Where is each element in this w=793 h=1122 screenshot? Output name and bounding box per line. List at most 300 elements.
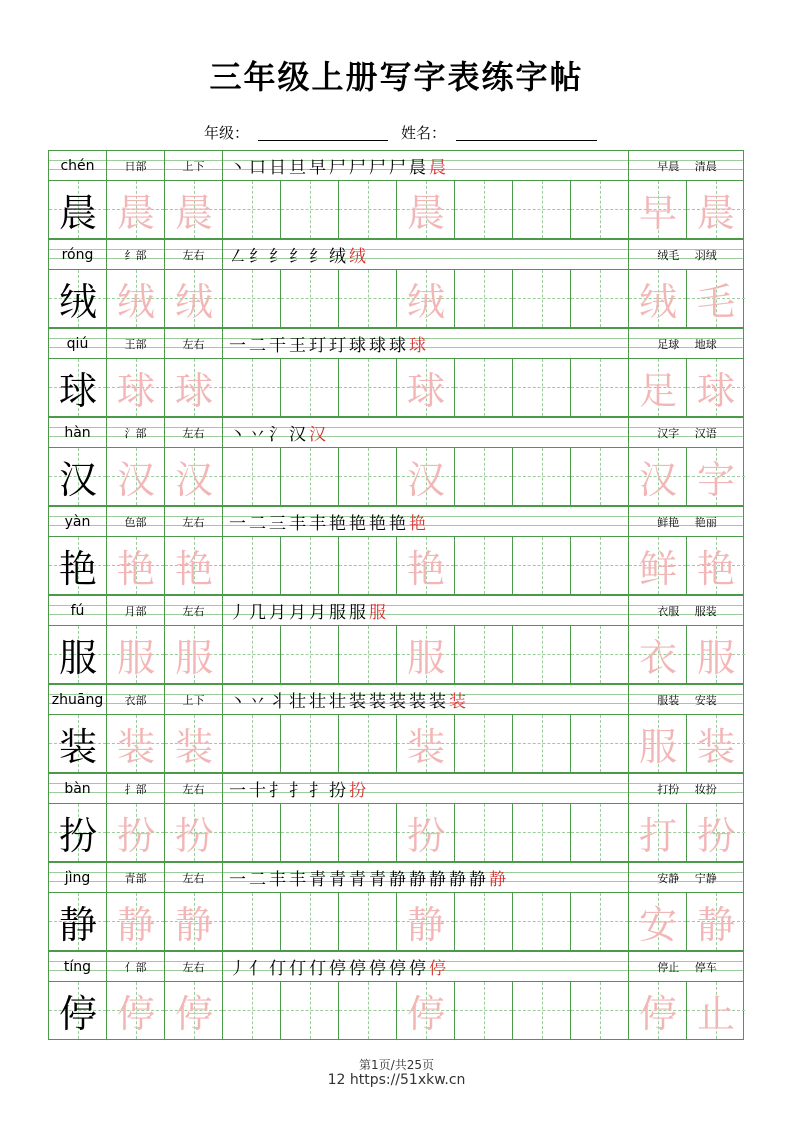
cell-guide-vertical [542, 715, 543, 772]
writing-cell[interactable] [455, 270, 513, 327]
radical: 王部 [107, 329, 165, 358]
writing-cell[interactable] [339, 893, 397, 950]
model-character: 静 [58, 903, 97, 947]
trace-character: 服 [406, 636, 445, 680]
cell-guide-vertical [252, 181, 253, 238]
pinyin: hàn [49, 418, 107, 447]
stroke-step: 二 [249, 514, 269, 534]
model-character: 服 [58, 636, 97, 680]
writing-cell[interactable] [513, 626, 571, 683]
model-character: 汉 [58, 458, 97, 502]
word-trace-character: 艳 [696, 547, 735, 591]
cell-guide-vertical [368, 359, 369, 416]
trace-character: 绒 [116, 280, 155, 324]
cell-guide-vertical [368, 448, 369, 505]
structure: 左右 [165, 507, 223, 536]
example-words: 衣服 服装 [657, 604, 717, 618]
stroke-step: 丰 [289, 870, 309, 890]
stroke-step: 壮 [309, 692, 329, 712]
writing-cell[interactable] [571, 448, 629, 505]
structure: 左右 [165, 774, 223, 803]
word-trace-character: 停 [638, 992, 677, 1036]
trace-character: 服 [174, 636, 213, 680]
stroke-step: 干 [269, 336, 289, 356]
stroke-step: 丰 [269, 870, 289, 890]
cell-guide-vertical [542, 982, 543, 1039]
word-trace-character: 鲜 [638, 547, 677, 591]
cell-guide-vertical [252, 537, 253, 594]
stroke-step: 青 [369, 870, 389, 890]
writing-row [48, 892, 744, 951]
radical: 氵部 [107, 418, 165, 447]
writing-cell[interactable] [571, 626, 629, 683]
stroke-step: 纟 [249, 247, 269, 267]
row-header [48, 150, 744, 180]
writing-cell[interactable] [513, 359, 571, 416]
writing-row [48, 536, 744, 595]
stroke-step: 扮 [349, 781, 369, 801]
cell-guide-vertical [252, 982, 253, 1039]
stroke-order [223, 151, 629, 180]
stroke-step: 氵 [269, 425, 289, 445]
cell-guide-vertical [310, 448, 311, 505]
stroke-step: 丰 [309, 514, 329, 534]
cell-guide-vertical [542, 359, 543, 416]
cell-guide-vertical [368, 270, 369, 327]
example-words: 打扮 妆扮 [657, 782, 717, 796]
stroke-step: 球 [369, 336, 389, 356]
cell-guide-vertical [310, 181, 311, 238]
writing-cell[interactable] [455, 359, 513, 416]
radical: 色部 [107, 507, 165, 536]
grade-label: 年级： [204, 124, 250, 142]
stroke-order [223, 863, 629, 892]
grade-field[interactable] [258, 122, 388, 141]
stroke-step: 扌 [269, 781, 289, 801]
example-words: 服装 安装 [657, 693, 717, 707]
stroke-step: 装 [389, 692, 409, 712]
trace-character: 艳 [406, 547, 445, 591]
stroke-order [223, 240, 629, 269]
stroke-step: 十 [249, 781, 269, 801]
writing-cell[interactable] [513, 982, 571, 1039]
stroke-step: 一 [229, 336, 249, 356]
example-words: 汉字 汉语 [657, 426, 717, 440]
stroke-step: 球 [349, 336, 369, 356]
stroke-step: 静 [469, 870, 489, 890]
example-words: 绒毛 羽绒 [657, 248, 717, 262]
radical: 月部 [107, 596, 165, 625]
writing-cell[interactable] [571, 715, 629, 772]
trace-character: 晨 [406, 191, 445, 235]
stroke-step: 壮 [329, 692, 349, 712]
model-character: 绒 [58, 280, 97, 324]
cell-guide-vertical [310, 270, 311, 327]
stroke-step: 球 [389, 336, 409, 356]
stroke-step: 月 [309, 603, 329, 623]
writing-cell[interactable] [513, 715, 571, 772]
stroke-step: 丰 [289, 514, 309, 534]
writing-cell[interactable] [455, 982, 513, 1039]
stroke-step: 停 [429, 959, 449, 979]
word-trace-character: 装 [696, 725, 735, 769]
row-header [48, 417, 744, 447]
structure: 左右 [165, 329, 223, 358]
writing-cell[interactable] [513, 448, 571, 505]
cell-guide-vertical [600, 715, 601, 772]
structure: 左右 [165, 240, 223, 269]
cell-guide-vertical [252, 448, 253, 505]
writing-row [48, 447, 744, 506]
stroke-step: 丿 [229, 603, 249, 623]
word-trace-character: 早 [638, 191, 677, 235]
writing-cell[interactable] [455, 804, 513, 861]
stroke-step: 停 [369, 959, 389, 979]
row-header [48, 862, 744, 892]
row-header [48, 951, 744, 981]
cell-guide-vertical [542, 181, 543, 238]
cell-guide-vertical [484, 448, 485, 505]
writing-cell[interactable] [223, 626, 281, 683]
writing-cell[interactable] [513, 804, 571, 861]
structure: 左右 [165, 863, 223, 892]
stroke-order [223, 952, 629, 981]
writing-cell[interactable] [571, 804, 629, 861]
writing-row [48, 714, 744, 773]
writing-cell[interactable] [571, 537, 629, 594]
stroke-step: 几 [249, 603, 269, 623]
radical: 日部 [107, 151, 165, 180]
name-field[interactable] [456, 122, 597, 141]
writing-cell[interactable] [571, 270, 629, 327]
writing-cell[interactable] [223, 181, 281, 238]
writing-cell[interactable] [223, 982, 281, 1039]
stroke-order [223, 507, 629, 536]
cell-guide-vertical [368, 537, 369, 594]
writing-cell[interactable] [513, 537, 571, 594]
stroke-step: 静 [449, 870, 469, 890]
pinyin: jìng [49, 863, 107, 892]
word-trace-character: 扮 [696, 814, 735, 858]
cell-guide-vertical [484, 181, 485, 238]
cell-guide-vertical [368, 982, 369, 1039]
writing-cell[interactable] [339, 359, 397, 416]
stroke-step: 仃 [309, 959, 329, 979]
writing-cell[interactable] [281, 270, 339, 327]
word-trace-character: 衣 [638, 636, 677, 680]
writing-cell[interactable] [571, 181, 629, 238]
stroke-step: 停 [349, 959, 369, 979]
stroke-step: 晨 [409, 158, 429, 178]
trace-character: 晨 [174, 191, 213, 235]
cell-guide-vertical [368, 181, 369, 238]
stroke-step: 静 [489, 870, 509, 890]
writing-cell[interactable] [281, 537, 339, 594]
pinyin: chén [49, 151, 107, 180]
stroke-step: 早 [309, 158, 329, 178]
word-trace-character: 球 [696, 369, 735, 413]
cell-guide-vertical [484, 982, 485, 1039]
cell-guide-vertical [252, 804, 253, 861]
writing-row [48, 180, 744, 239]
writing-cell[interactable] [571, 359, 629, 416]
example-words: 足球 地球 [657, 337, 717, 351]
stroke-step: 三 [269, 514, 289, 534]
writing-cell[interactable] [223, 270, 281, 327]
trace-character: 扮 [406, 814, 445, 858]
stroke-step: 月 [269, 603, 289, 623]
cell-guide-vertical [310, 626, 311, 683]
writing-cell[interactable] [513, 893, 571, 950]
cell-guide-vertical [310, 715, 311, 772]
writing-cell[interactable] [513, 270, 571, 327]
stroke-step: 艳 [329, 514, 349, 534]
stroke-step: 纟 [269, 247, 289, 267]
structure: 左右 [165, 418, 223, 447]
stroke-order [223, 774, 629, 803]
stroke-step: 旦 [289, 158, 309, 178]
structure: 左右 [165, 952, 223, 981]
cell-guide-vertical [310, 893, 311, 950]
cell-guide-vertical [368, 626, 369, 683]
cell-guide-vertical [252, 893, 253, 950]
stroke-step: 丷 [249, 425, 269, 445]
trace-character: 球 [174, 369, 213, 413]
trace-character: 艳 [174, 547, 213, 591]
stroke-step: 艳 [389, 514, 409, 534]
word-trace-character: 汉 [638, 458, 677, 502]
stroke-step: 服 [349, 603, 369, 623]
writing-cell[interactable] [281, 893, 339, 950]
stroke-step: 绒 [349, 247, 369, 267]
writing-cell[interactable] [339, 982, 397, 1039]
writing-cell[interactable] [571, 893, 629, 950]
stroke-step: 静 [409, 870, 429, 890]
writing-cell[interactable] [339, 181, 397, 238]
stroke-step: 停 [329, 959, 349, 979]
writing-row [48, 803, 744, 862]
stroke-step: 晨 [429, 158, 449, 178]
stroke-step: 王 [289, 336, 309, 356]
cell-guide-vertical [252, 626, 253, 683]
radical: 扌部 [107, 774, 165, 803]
writing-row [48, 358, 744, 417]
stroke-step: 日 [269, 158, 289, 178]
trace-character: 汉 [406, 458, 445, 502]
cell-guide-vertical [600, 537, 601, 594]
writing-cell[interactable] [223, 359, 281, 416]
cell-guide-vertical [600, 359, 601, 416]
word-trace-character: 绒 [638, 280, 677, 324]
stroke-step: 绒 [329, 247, 349, 267]
stroke-step: 装 [449, 692, 469, 712]
writing-cell[interactable] [339, 270, 397, 327]
stroke-step: 静 [389, 870, 409, 890]
trace-character: 球 [406, 369, 445, 413]
cell-guide-vertical [484, 804, 485, 861]
pinyin: fú [49, 596, 107, 625]
cell-guide-vertical [252, 270, 253, 327]
stroke-step: 壮 [289, 692, 309, 712]
writing-cell[interactable] [455, 448, 513, 505]
example-words: 鲜艳 艳丽 [657, 515, 717, 529]
trace-character: 绒 [406, 280, 445, 324]
trace-character: 汉 [174, 458, 213, 502]
stroke-order [223, 685, 629, 714]
trace-character: 停 [116, 992, 155, 1036]
page-title: 三年级上册写字表练字帖 [209, 58, 584, 96]
pinyin: tíng [49, 952, 107, 981]
writing-cell[interactable] [223, 448, 281, 505]
cell-guide-vertical [600, 270, 601, 327]
stroke-step: 尸 [349, 158, 369, 178]
structure: 左右 [165, 596, 223, 625]
writing-cell[interactable] [339, 537, 397, 594]
writing-cell[interactable] [455, 181, 513, 238]
writing-cell[interactable] [513, 181, 571, 238]
trace-character: 装 [116, 725, 155, 769]
page-number: 第1页/共25页 [359, 1058, 434, 1072]
stroke-step: 仃 [289, 959, 309, 979]
radical: 亻部 [107, 952, 165, 981]
writing-cell[interactable] [281, 448, 339, 505]
cell-guide-vertical [542, 537, 543, 594]
pinyin: bàn [49, 774, 107, 803]
word-trace-character: 静 [696, 903, 735, 947]
stroke-step: 扌 [309, 781, 329, 801]
stroke-step: 丶 [229, 158, 249, 178]
model-character: 装 [58, 725, 97, 769]
writing-cell[interactable] [455, 715, 513, 772]
word-trace-character: 安 [638, 903, 677, 947]
stroke-step: 尸 [329, 158, 349, 178]
pinyin: zhuāng [49, 685, 107, 714]
trace-character: 停 [406, 992, 445, 1036]
radical: 青部 [107, 863, 165, 892]
cell-guide-vertical [368, 893, 369, 950]
trace-character: 汉 [116, 458, 155, 502]
trace-character: 绒 [174, 280, 213, 324]
writing-cell[interactable] [455, 893, 513, 950]
structure: 上下 [165, 685, 223, 714]
stroke-step: 停 [389, 959, 409, 979]
writing-cell[interactable] [281, 359, 339, 416]
writing-cell[interactable] [223, 893, 281, 950]
trace-character: 服 [116, 636, 155, 680]
writing-cell[interactable] [281, 804, 339, 861]
word-trace-character: 字 [696, 458, 735, 502]
row-header [48, 506, 744, 536]
writing-cell[interactable] [223, 804, 281, 861]
stroke-order [223, 329, 629, 358]
pinyin: qiú [49, 329, 107, 358]
word-trace-character: 服 [638, 725, 677, 769]
writing-cell[interactable] [281, 715, 339, 772]
writing-cell[interactable] [339, 626, 397, 683]
trace-character: 扮 [174, 814, 213, 858]
cell-guide-vertical [252, 359, 253, 416]
radical: 衣部 [107, 685, 165, 714]
word-trace-character: 足 [638, 369, 677, 413]
model-character: 停 [58, 992, 97, 1036]
cell-guide-vertical [368, 804, 369, 861]
word-trace-character: 打 [638, 814, 677, 858]
example-words: 安静 宁静 [657, 871, 717, 885]
model-character: 球 [58, 369, 97, 413]
writing-cell[interactable] [223, 715, 281, 772]
stroke-step: 艳 [369, 514, 389, 534]
cell-guide-vertical [368, 715, 369, 772]
structure: 上下 [165, 151, 223, 180]
cell-guide-vertical [252, 715, 253, 772]
stroke-step: 扮 [329, 781, 349, 801]
stroke-step: 口 [249, 158, 269, 178]
name-label: 姓名： [401, 124, 447, 142]
trace-character: 装 [174, 725, 213, 769]
word-trace-character: 止 [696, 992, 735, 1036]
stroke-step: 一 [229, 870, 249, 890]
writing-cell[interactable] [281, 982, 339, 1039]
model-character: 艳 [58, 547, 97, 591]
trace-character: 静 [406, 903, 445, 947]
stroke-step: 装 [369, 692, 389, 712]
writing-cell[interactable] [281, 626, 339, 683]
cell-guide-vertical [484, 359, 485, 416]
cell-guide-vertical [484, 270, 485, 327]
cell-guide-vertical [310, 359, 311, 416]
stroke-step: 球 [409, 336, 429, 356]
writing-cell[interactable] [455, 626, 513, 683]
writing-cell[interactable] [339, 715, 397, 772]
stroke-step: 艳 [409, 514, 429, 534]
trace-character: 球 [116, 369, 155, 413]
cell-guide-vertical [600, 893, 601, 950]
cell-guide-vertical [484, 537, 485, 594]
cell-guide-vertical [542, 804, 543, 861]
stroke-step: 二 [249, 336, 269, 356]
stroke-step: 艳 [349, 514, 369, 534]
stroke-step: 丶 [229, 425, 249, 445]
pinyin: yàn [49, 507, 107, 536]
writing-cell[interactable] [455, 537, 513, 594]
stroke-step: 二 [249, 870, 269, 890]
stroke-step: 尸 [389, 158, 409, 178]
writing-cell[interactable] [223, 537, 281, 594]
model-character: 扮 [58, 814, 97, 858]
stroke-step: 仃 [269, 959, 289, 979]
writing-cell[interactable] [571, 982, 629, 1039]
trace-character: 装 [406, 725, 445, 769]
cell-guide-vertical [484, 626, 485, 683]
trace-character: 停 [174, 992, 213, 1036]
writing-cell[interactable] [281, 181, 339, 238]
trace-character: 静 [116, 903, 155, 947]
writing-cell[interactable] [339, 448, 397, 505]
stroke-step: 玎 [329, 336, 349, 356]
example-words: 早晨 清晨 [657, 159, 717, 173]
stroke-step: 玎 [309, 336, 329, 356]
cell-guide-vertical [542, 893, 543, 950]
stroke-step: 月 [289, 603, 309, 623]
writing-row [48, 981, 744, 1040]
stroke-step: 汉 [309, 425, 329, 445]
stroke-step: 服 [369, 603, 389, 623]
writing-cell[interactable] [339, 804, 397, 861]
trace-character: 扮 [116, 814, 155, 858]
cell-guide-vertical [484, 715, 485, 772]
row-header [48, 328, 744, 358]
stroke-order [223, 596, 629, 625]
